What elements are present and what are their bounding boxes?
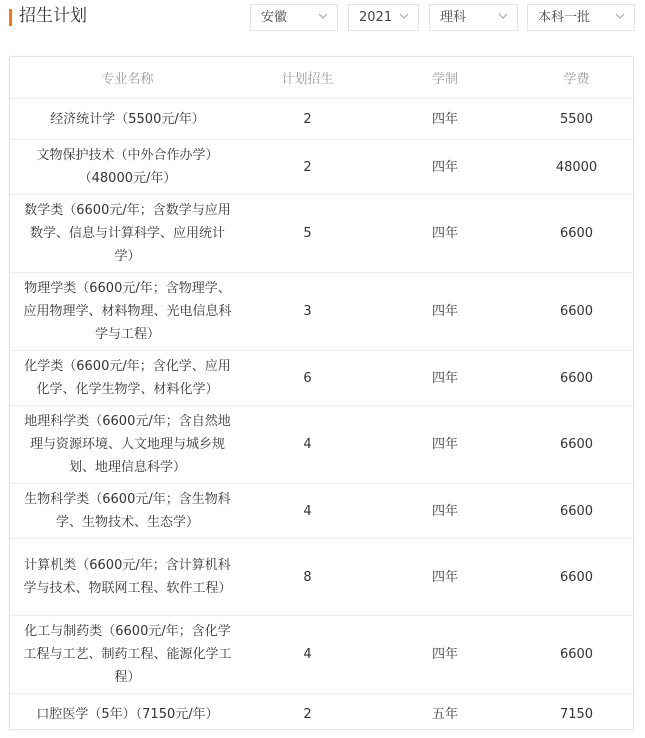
major-name-cell: 口腔医学（5年）（7150元/年） [36, 706, 219, 722]
duration-cell: 四年 [370, 539, 520, 616]
major-name-cell: 地理科学类（6600元/年；含自然地理与资源环境、人文地理与城乡规划、地理信息科学） [10, 406, 245, 484]
year-select-value: 2021 [359, 10, 393, 25]
tuition-fee-cell: 6600 [520, 406, 633, 484]
column-header-major: 专业名称 [10, 57, 245, 99]
major-name-cell: 物理学类（6600元/年；含物理学、应用物理学、材料物理、光电信息科学与工程） [10, 273, 245, 351]
page-title: 招生计划 [19, 6, 87, 26]
year-select[interactable] [348, 4, 419, 31]
chevron-down-icon [318, 13, 328, 20]
plan-count-cell: 2 [245, 140, 370, 195]
tuition-fee-cell: 6600 [520, 195, 633, 273]
table-row [10, 616, 633, 694]
batch-select[interactable] [527, 4, 635, 31]
table-row [10, 694, 633, 735]
subject-select-value: 理科 [440, 10, 467, 25]
table-row [10, 406, 633, 484]
tuition-fee-cell: 5500 [520, 99, 633, 140]
table-row [10, 351, 633, 406]
column-header-fee: 学费 [520, 57, 633, 99]
tuition-fee-cell: 7150 [559, 706, 594, 722]
tuition-fee-cell: 6600 [520, 351, 633, 406]
table-row [10, 99, 633, 140]
tuition-fee-cell: 6600 [520, 484, 633, 539]
duration-cell: 四年 [370, 616, 520, 694]
duration-cell: 四年 [370, 351, 520, 406]
tuition-fee-cell: 6600 [520, 539, 633, 616]
chevron-down-icon [498, 13, 508, 20]
plan-count-cell: 4 [245, 616, 370, 694]
tuition-fee-cell: 6600 [520, 616, 633, 694]
province-select[interactable] [250, 4, 338, 31]
column-header-duration: 学制 [370, 57, 520, 99]
chevron-down-icon [399, 13, 409, 20]
plan-count-cell: 6 [245, 351, 370, 406]
plan-count-cell: 4 [245, 484, 370, 539]
major-name-cell: 经济统计学（5500元/年） [10, 99, 245, 140]
major-name-cell: 计算机类（6600元/年；含计算机科学与技术、物联网工程、软件工程） [10, 539, 245, 616]
major-name-cell: 化学类（6600元/年；含化学、应用化学、化学生物学、材料化学） [10, 351, 245, 406]
duration-cell: 四年 [370, 140, 520, 195]
major-name-cell: 生物科学类（6600元/年；含生物科学、生物技术、生态学） [10, 484, 245, 539]
plan-count-cell: 5 [245, 195, 370, 273]
enrollment-plan-table [10, 57, 633, 735]
major-name-cell: 数学类（6600元/年；含数学与应用数学、信息与计算科学、应用统计学） [10, 195, 245, 273]
tuition-fee-cell: 6600 [520, 273, 633, 351]
duration-cell: 四年 [370, 484, 520, 539]
duration-cell: 四年 [370, 406, 520, 484]
plan-count-cell: 2 [303, 706, 312, 722]
table-row [10, 539, 633, 616]
table-header-row [10, 57, 633, 99]
page-header [0, 0, 645, 40]
table-row [10, 195, 633, 273]
chevron-down-icon [615, 13, 625, 20]
enrollment-plan-card [9, 56, 634, 730]
major-name-cell: 化工与制药类（6600元/年；含化学工程与工艺、制药工程、能源化学工程） [10, 616, 245, 694]
batch-select-value: 本科一批 [538, 10, 591, 25]
subject-select[interactable] [429, 4, 518, 31]
table-row [10, 140, 633, 195]
column-header-plan: 计划招生 [245, 57, 370, 99]
table-row [10, 484, 633, 539]
duration-cell: 四年 [370, 273, 520, 351]
province-select-value: 安徽 [261, 10, 288, 25]
plan-count-cell: 4 [245, 406, 370, 484]
plan-count-cell: 8 [245, 539, 370, 616]
title-accent-bar [9, 9, 12, 26]
duration-cell: 四年 [370, 99, 520, 140]
duration-cell: 四年 [370, 195, 520, 273]
plan-count-cell: 2 [245, 99, 370, 140]
duration-cell: 五年 [431, 706, 458, 722]
table-row [10, 273, 633, 351]
tuition-fee-cell: 48000 [520, 140, 633, 195]
plan-count-cell: 3 [245, 273, 370, 351]
major-name-cell: 文物保护技术（中外合作办学）（48000元/年） [10, 140, 245, 195]
